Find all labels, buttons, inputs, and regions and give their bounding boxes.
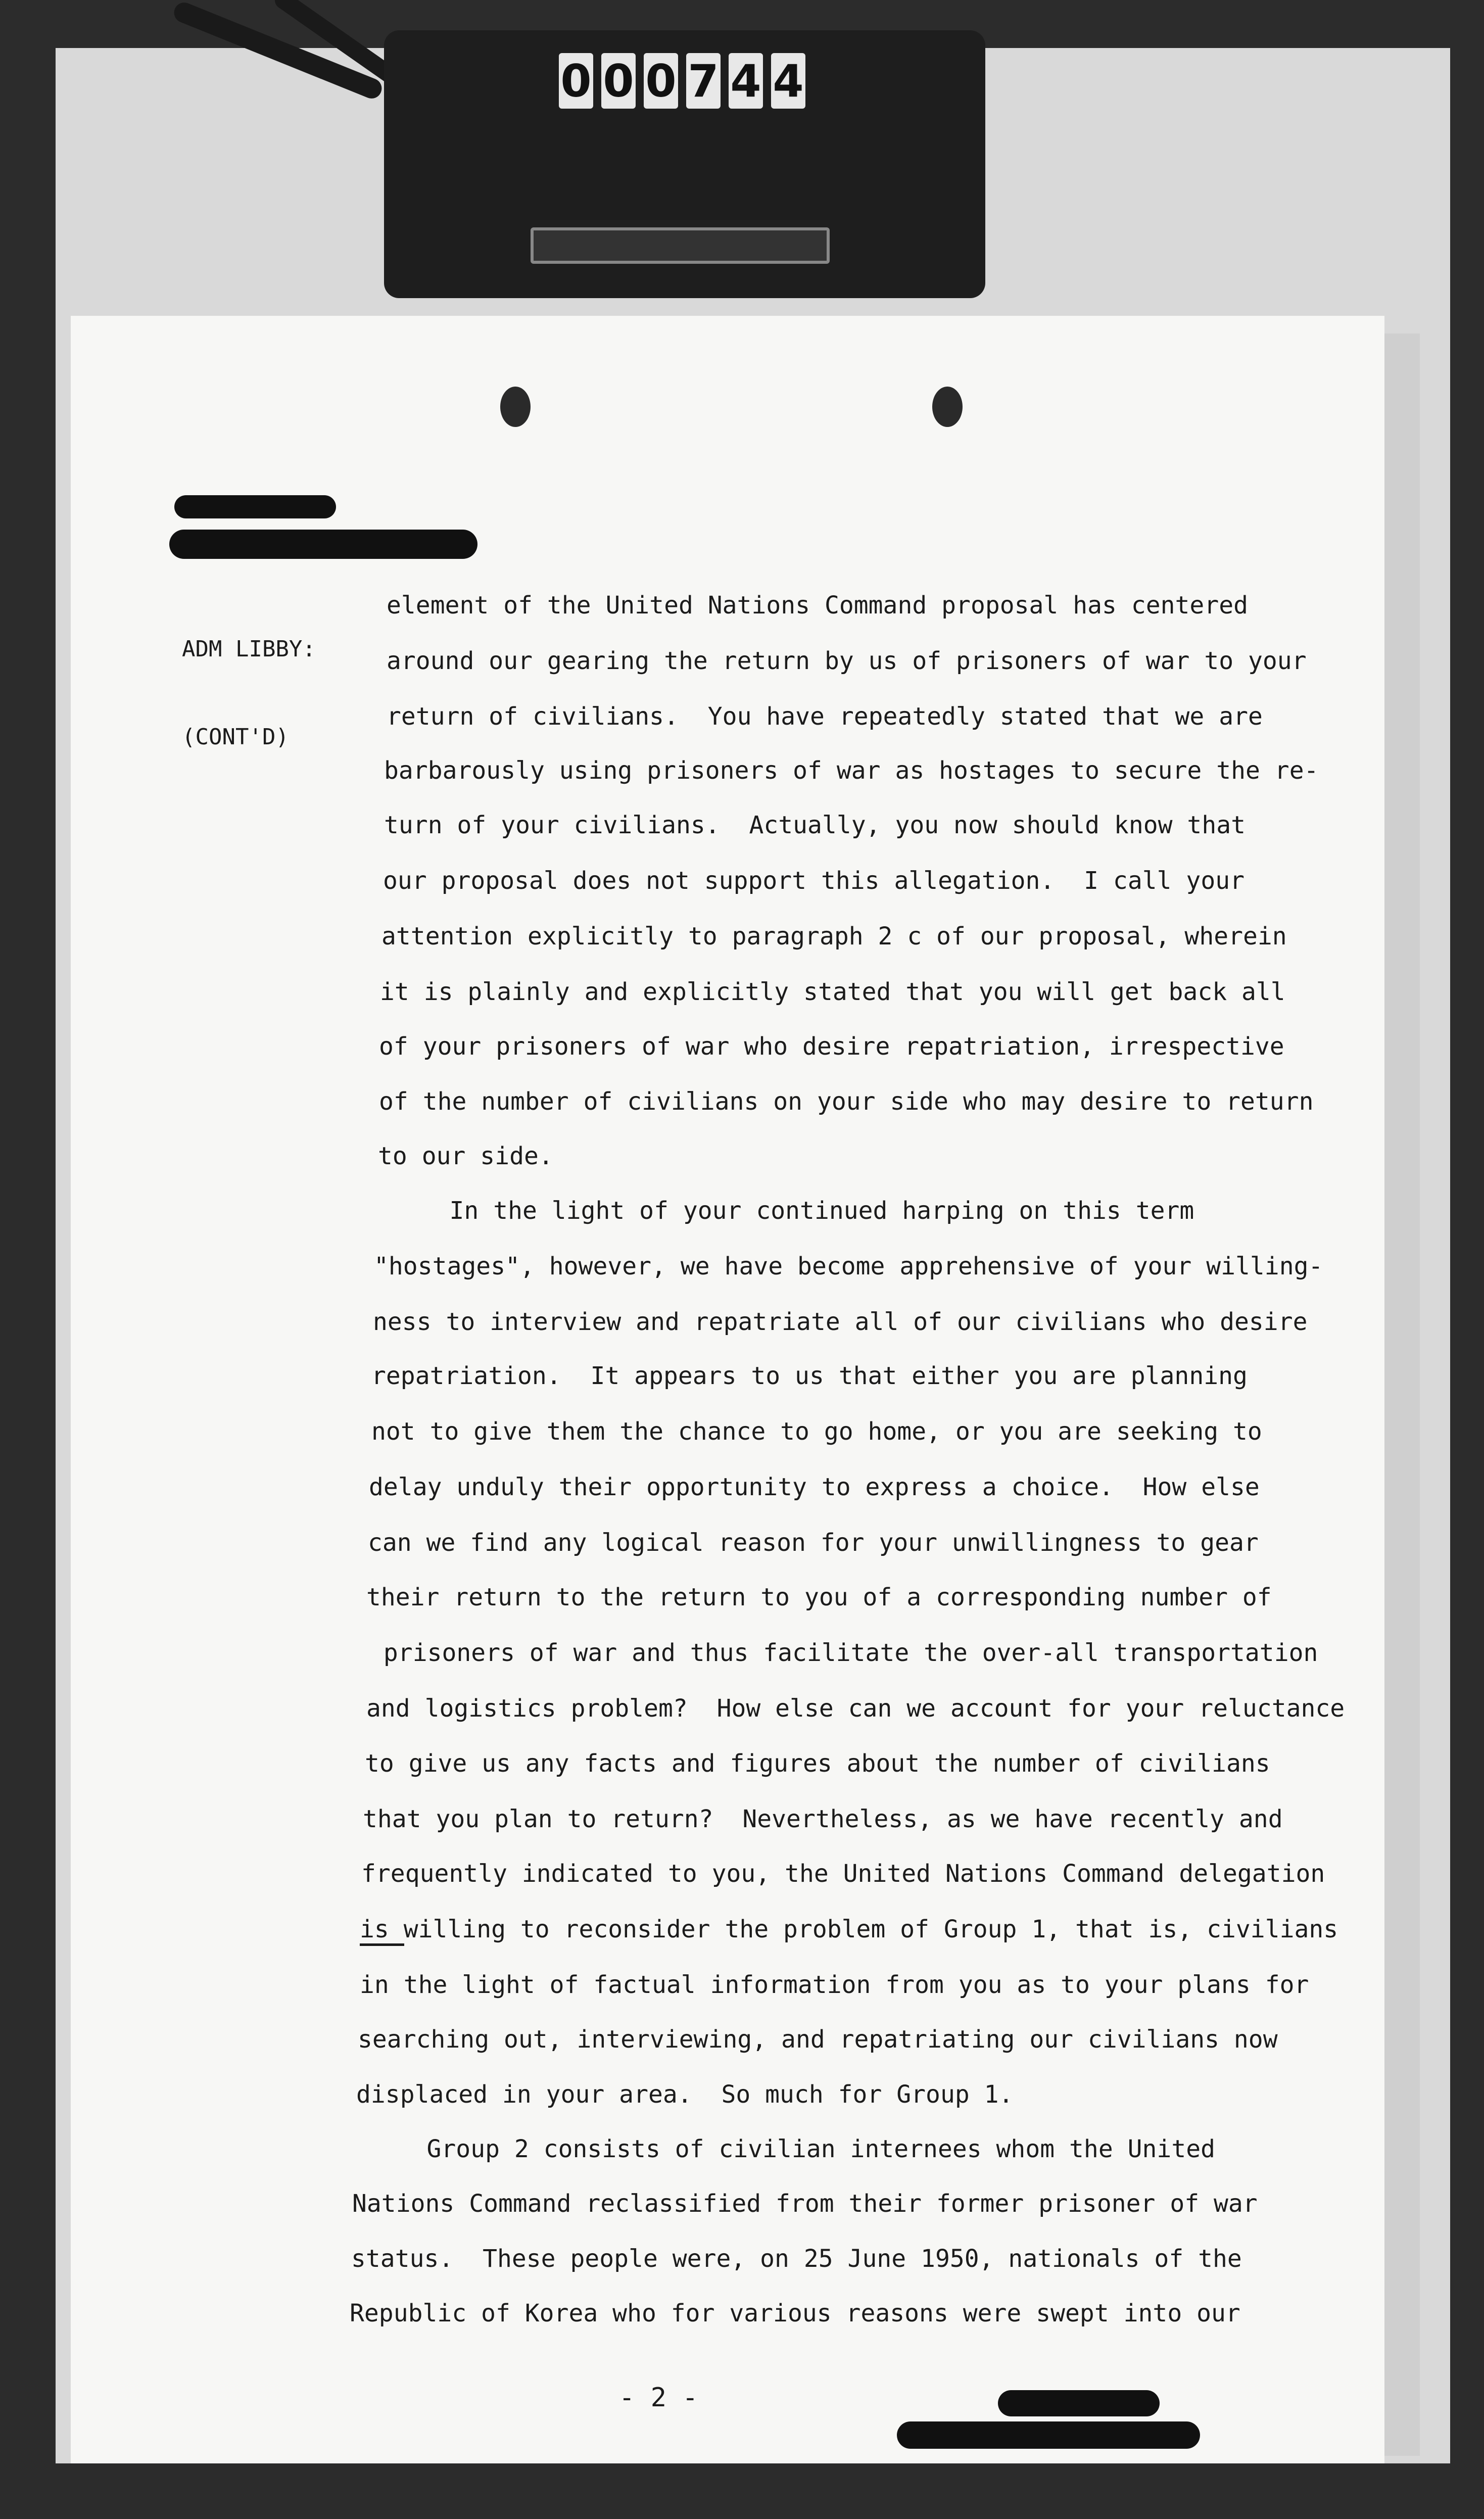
- counter-digit: 7: [686, 53, 721, 109]
- text-line: displaced in your area. So much for Group 1.: [356, 2080, 1014, 2109]
- text-line: of your prisoners of war who desire repatriation, irrespective: [379, 1032, 1284, 1061]
- text-line: attention explicitly to paragraph 2 c of our proposal, wherein: [381, 922, 1287, 950]
- underline-mark: [360, 1943, 404, 1946]
- text-line: can we find any logical reason for your unwillingness to gear: [368, 1529, 1259, 1557]
- text-line: delay unduly their opportunity to express a choice. How else: [369, 1473, 1260, 1501]
- text-line: and logistics problem? How else can we account for your reluctance: [366, 1694, 1345, 1723]
- speaker-name: ADM LIBBY:: [182, 636, 316, 662]
- text-line: to our side.: [378, 1142, 553, 1170]
- text-line: it is plainly and explicitly stated that you will get back all: [380, 978, 1285, 1006]
- text-line: frequently indicated to you, the United Nations Command delegation: [361, 1860, 1325, 1888]
- text-line: is willing to reconsider the problem of Group 1, that is, civilians: [360, 1915, 1338, 1943]
- text-line: "hostages", however, we have become apprehensive of your willing-: [374, 1252, 1323, 1280]
- text-line: element of the United Nations Command proposal has centered: [387, 591, 1249, 620]
- text-line: that you plan to return? Nevertheless, as we have recently and: [363, 1805, 1283, 1833]
- counter-display: [510, 45, 854, 116]
- text-line: not to give them the chance to go home, or you are seeking to: [371, 1417, 1262, 1446]
- text-line: their return to the return to you of a corresponding number of: [366, 1583, 1272, 1611]
- redaction-bar: [998, 2390, 1160, 2416]
- text-line: Republic of Korea who for various reasons were swept into our: [350, 2299, 1240, 2327]
- text-line: in the light of factual information from you as to your plans for: [360, 1971, 1309, 1999]
- speaker-continued: (CONT'D): [182, 724, 289, 750]
- text-line: prisoners of war and thus facilitate the over-all transportation: [369, 1639, 1318, 1667]
- counter-digit: 0: [601, 53, 636, 109]
- text-line: ness to interview and repatriate all of our civilians who desire: [373, 1308, 1308, 1336]
- punch-hole-left: [500, 387, 531, 427]
- text-line: repatriation. It appears to us that either you are planning: [371, 1362, 1248, 1390]
- text-line: turn of your civilians. Actually, you now should know that: [384, 811, 1246, 839]
- text-line: In the light of your continued harping on this term: [376, 1197, 1194, 1225]
- counter-digit: 0: [644, 53, 678, 109]
- redaction-bar: [174, 495, 336, 518]
- counter-slot: [531, 227, 830, 264]
- page-edge-shadow: [1384, 334, 1420, 2456]
- text-line: barbarously using prisoners of war as hostages to secure the re-: [384, 756, 1319, 785]
- punch-hole-right: [932, 387, 963, 427]
- counter-digit: 4: [771, 53, 805, 109]
- text-line: status. These people were, on 25 June 1950, nationals of the: [351, 2245, 1242, 2273]
- page-number: - 2 -: [619, 2383, 698, 2413]
- frame-counter-device: [384, 30, 985, 298]
- text-line: around our gearing the return by us of prisoners of war to your: [387, 647, 1307, 675]
- text-line: our proposal does not support this allegation. I call your: [383, 867, 1245, 895]
- text-line: searching out, interviewing, and repatriating our civilians now: [358, 2025, 1278, 2054]
- text-line: Nations Command reclassified from their former prisoner of war: [352, 2190, 1258, 2218]
- text-line: return of civilians. You have repeatedly stated that we are: [387, 702, 1263, 731]
- redaction-bar: [897, 2421, 1200, 2449]
- counter-digit: 4: [729, 53, 763, 109]
- text-line: of the number of civilians on your side who may desire to return: [379, 1087, 1314, 1116]
- counter-digit: 0: [559, 53, 593, 109]
- text-line: Group 2 consists of civilian internees whom the United: [354, 2135, 1216, 2163]
- text-line: to give us any facts and figures about the number of civilians: [365, 1749, 1270, 1778]
- speaker-label: [182, 576, 354, 781]
- redaction-bar: [169, 530, 477, 559]
